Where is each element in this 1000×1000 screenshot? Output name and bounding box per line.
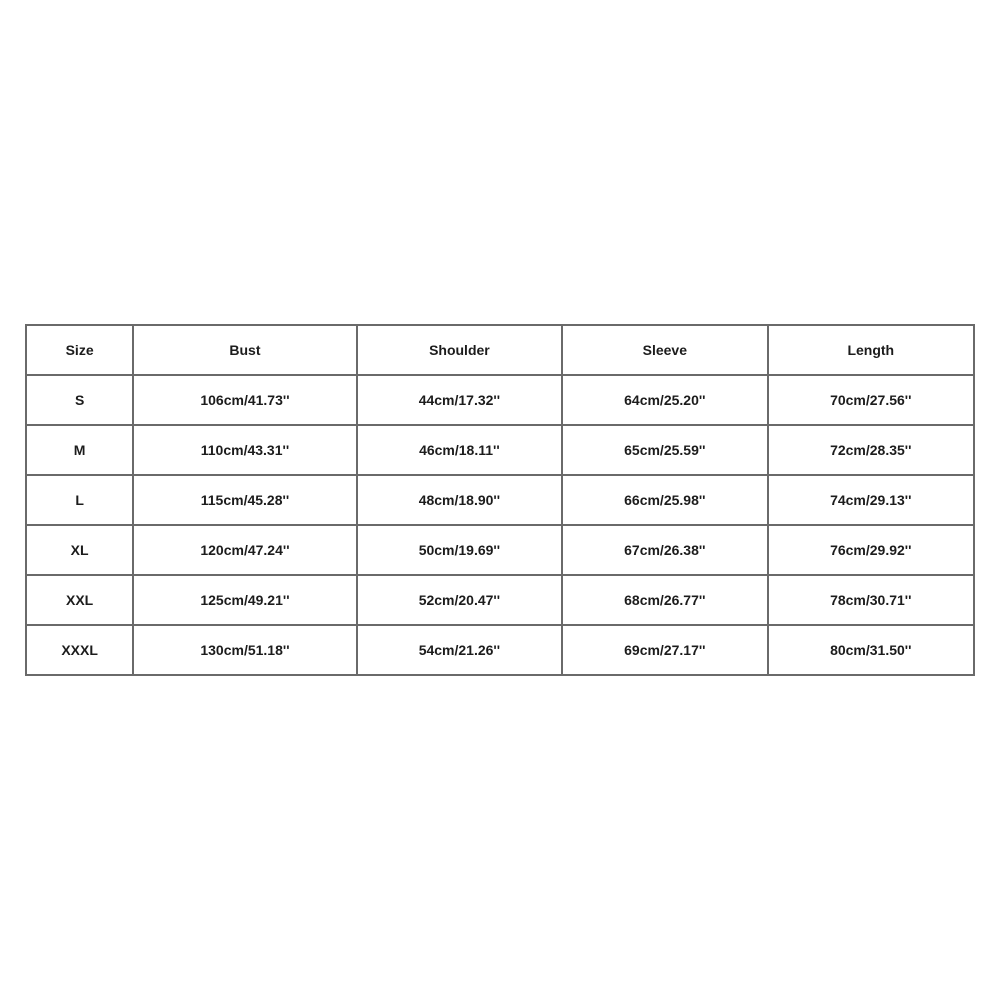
cell-length: 74cm/29.13'' xyxy=(768,475,974,525)
cell-shoulder: 46cm/18.11'' xyxy=(357,425,562,475)
cell-sleeve: 68cm/26.77'' xyxy=(562,575,767,625)
cell-size: M xyxy=(26,425,133,475)
cell-length: 70cm/27.56'' xyxy=(768,375,974,425)
cell-bust: 120cm/47.24'' xyxy=(133,525,356,575)
size-chart-body xyxy=(26,375,974,675)
cell-shoulder: 54cm/21.26'' xyxy=(357,625,562,675)
cell-length: 80cm/31.50'' xyxy=(768,625,974,675)
header-length: Length xyxy=(768,325,974,375)
cell-bust: 110cm/43.31'' xyxy=(133,425,356,475)
cell-size: XL xyxy=(26,525,133,575)
header-size: Size xyxy=(26,325,133,375)
table-row xyxy=(26,625,974,675)
table-row xyxy=(26,475,974,525)
cell-bust: 115cm/45.28'' xyxy=(133,475,356,525)
size-chart-header xyxy=(26,325,974,375)
table-row xyxy=(26,525,974,575)
header-bust: Bust xyxy=(133,325,356,375)
cell-length: 72cm/28.35'' xyxy=(768,425,974,475)
cell-sleeve: 64cm/25.20'' xyxy=(562,375,767,425)
cell-sleeve: 69cm/27.17'' xyxy=(562,625,767,675)
cell-size: XXXL xyxy=(26,625,133,675)
cell-bust: 130cm/51.18'' xyxy=(133,625,356,675)
cell-length: 78cm/30.71'' xyxy=(768,575,974,625)
cell-sleeve: 66cm/25.98'' xyxy=(562,475,767,525)
cell-shoulder: 44cm/17.32'' xyxy=(357,375,562,425)
header-sleeve: Sleeve xyxy=(562,325,767,375)
cell-sleeve: 65cm/25.59'' xyxy=(562,425,767,475)
cell-length: 76cm/29.92'' xyxy=(768,525,974,575)
cell-shoulder: 50cm/19.69'' xyxy=(357,525,562,575)
table-row xyxy=(26,375,974,425)
table-row xyxy=(26,425,974,475)
cell-size: XXL xyxy=(26,575,133,625)
cell-bust: 125cm/49.21'' xyxy=(133,575,356,625)
cell-size: L xyxy=(26,475,133,525)
table-row xyxy=(26,575,974,625)
cell-bust: 106cm/41.73'' xyxy=(133,375,356,425)
size-chart-table xyxy=(25,324,975,676)
header-row xyxy=(26,325,974,375)
cell-sleeve: 67cm/26.38'' xyxy=(562,525,767,575)
cell-shoulder: 52cm/20.47'' xyxy=(357,575,562,625)
cell-size: S xyxy=(26,375,133,425)
header-shoulder: Shoulder xyxy=(357,325,562,375)
cell-shoulder: 48cm/18.90'' xyxy=(357,475,562,525)
